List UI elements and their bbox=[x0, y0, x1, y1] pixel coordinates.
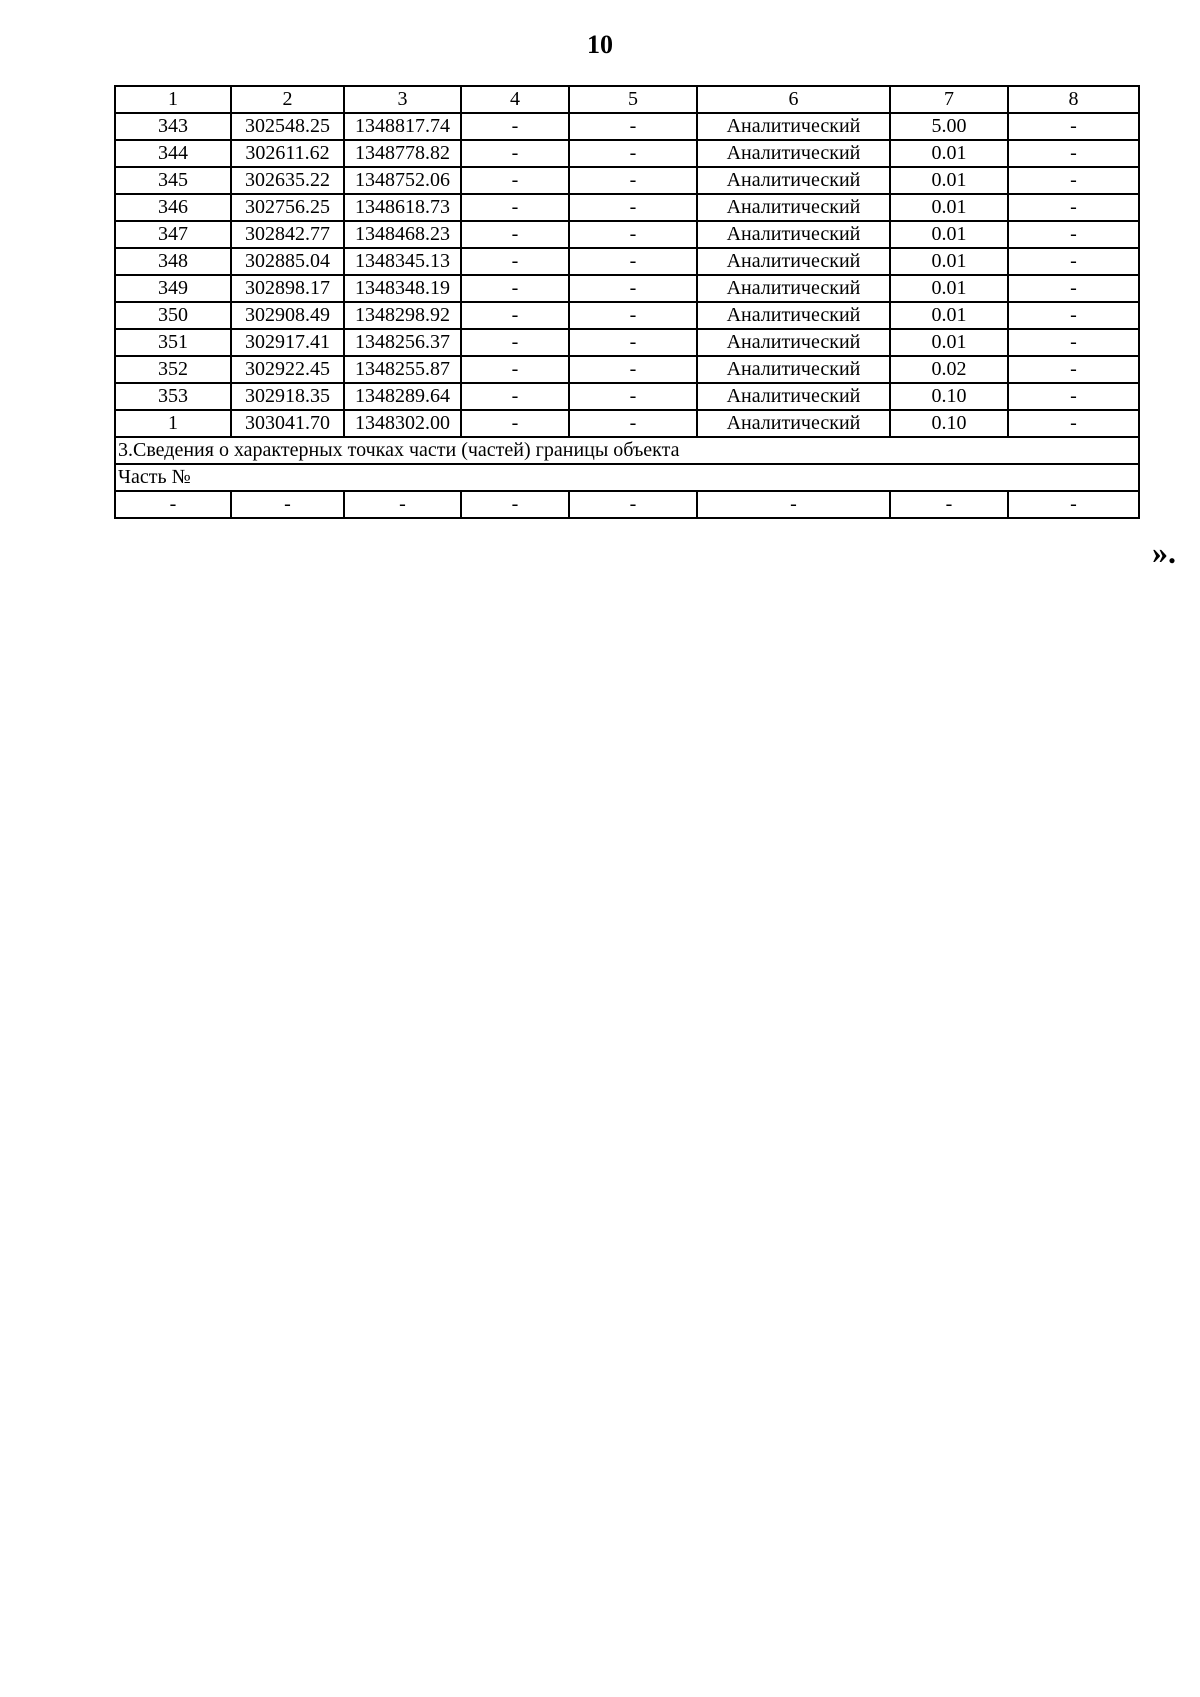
table-cell: - bbox=[569, 410, 697, 437]
table-cell: Аналитический bbox=[697, 221, 890, 248]
table-cell: 0.02 bbox=[890, 356, 1008, 383]
table-cell: 1348817.74 bbox=[344, 113, 461, 140]
table-cell: 302917.41 bbox=[231, 329, 344, 356]
table-cell: - bbox=[697, 491, 890, 518]
table-cell: - bbox=[115, 491, 231, 518]
table-cell: - bbox=[1008, 329, 1139, 356]
table-cell: - bbox=[231, 491, 344, 518]
table-cell: - bbox=[569, 113, 697, 140]
table-cell: - bbox=[461, 356, 569, 383]
table-cell: Аналитический bbox=[697, 302, 890, 329]
table-cell: Аналитический bbox=[697, 356, 890, 383]
table-cell: 0.01 bbox=[890, 167, 1008, 194]
header-cell: 2 bbox=[231, 86, 344, 113]
table-cell: 350 bbox=[115, 302, 231, 329]
table-cell: - bbox=[1008, 113, 1139, 140]
table-cell: 302898.17 bbox=[231, 275, 344, 302]
table-cell: - bbox=[569, 140, 697, 167]
table-cell: 343 bbox=[115, 113, 231, 140]
table-cell: - bbox=[569, 194, 697, 221]
table-cell: - bbox=[1008, 194, 1139, 221]
table-cell: 0.01 bbox=[890, 221, 1008, 248]
table-row bbox=[115, 221, 1139, 248]
table-row bbox=[115, 194, 1139, 221]
table-cell: - bbox=[461, 410, 569, 437]
header-cell: 4 bbox=[461, 86, 569, 113]
table-cell: Аналитический bbox=[697, 383, 890, 410]
table-cell: - bbox=[569, 248, 697, 275]
table-cell: - bbox=[461, 302, 569, 329]
page-number: 10 bbox=[587, 30, 613, 59]
table-cell: 353 bbox=[115, 383, 231, 410]
table-cell: Аналитический bbox=[697, 140, 890, 167]
table-cell: 302611.62 bbox=[231, 140, 344, 167]
table-cell: - bbox=[890, 491, 1008, 518]
table-cell: - bbox=[569, 302, 697, 329]
table-header-row bbox=[115, 86, 1139, 113]
table-cell: - bbox=[461, 248, 569, 275]
table-cell: 1348289.64 bbox=[344, 383, 461, 410]
table-cell: 351 bbox=[115, 329, 231, 356]
part-label-row bbox=[115, 464, 1139, 491]
table-body bbox=[115, 113, 1139, 437]
table-cell: 0.10 bbox=[890, 410, 1008, 437]
table-cell: - bbox=[461, 113, 569, 140]
table-cell: 0.01 bbox=[890, 140, 1008, 167]
table-cell: 347 bbox=[115, 221, 231, 248]
table-cell: 0.01 bbox=[890, 329, 1008, 356]
table-cell: 345 bbox=[115, 167, 231, 194]
table-cell: - bbox=[569, 275, 697, 302]
table-cell: - bbox=[1008, 491, 1139, 518]
table-cell: - bbox=[1008, 356, 1139, 383]
table-cell: - bbox=[1008, 275, 1139, 302]
table-cell: 303041.70 bbox=[231, 410, 344, 437]
table-cell: 302548.25 bbox=[231, 113, 344, 140]
table-cell: - bbox=[461, 491, 569, 518]
table-cell: - bbox=[569, 221, 697, 248]
table-cell: 0.01 bbox=[890, 248, 1008, 275]
table-cell: 346 bbox=[115, 194, 231, 221]
table-cell: Аналитический bbox=[697, 248, 890, 275]
table-cell: 0.01 bbox=[890, 302, 1008, 329]
table-cell: 1348255.87 bbox=[344, 356, 461, 383]
table-cell: - bbox=[569, 329, 697, 356]
table-cell: 1348302.00 bbox=[344, 410, 461, 437]
header-cell: 6 bbox=[697, 86, 890, 113]
closing-quote: ». bbox=[1152, 534, 1176, 570]
table-cell: - bbox=[461, 329, 569, 356]
table-cell: Аналитический bbox=[697, 329, 890, 356]
table-cell: 302885.04 bbox=[231, 248, 344, 275]
header-cell: 1 bbox=[115, 86, 231, 113]
table-row bbox=[115, 329, 1139, 356]
table-cell: 5.00 bbox=[890, 113, 1008, 140]
table-cell: Аналитический bbox=[697, 410, 890, 437]
table-cell: - bbox=[1008, 410, 1139, 437]
table-cell: - bbox=[461, 194, 569, 221]
header-cell: 7 bbox=[890, 86, 1008, 113]
table-cell: 1 bbox=[115, 410, 231, 437]
table-cell: 302756.25 bbox=[231, 194, 344, 221]
table-cell: - bbox=[569, 491, 697, 518]
table-cell: 1348256.37 bbox=[344, 329, 461, 356]
table-row bbox=[115, 275, 1139, 302]
table-cell: - bbox=[461, 383, 569, 410]
table-cell: 349 bbox=[115, 275, 231, 302]
table-cell: 352 bbox=[115, 356, 231, 383]
table-cell: Аналитический bbox=[697, 113, 890, 140]
table-cell: - bbox=[569, 356, 697, 383]
table-cell: 1348298.92 bbox=[344, 302, 461, 329]
header-cell: 8 bbox=[1008, 86, 1139, 113]
table-cell: 302922.45 bbox=[231, 356, 344, 383]
table-cell: Аналитический bbox=[697, 194, 890, 221]
table-cell: 302918.35 bbox=[231, 383, 344, 410]
table-cell: 1348348.19 bbox=[344, 275, 461, 302]
table-cell: Аналитический bbox=[697, 275, 890, 302]
table-cell: - bbox=[1008, 383, 1139, 410]
table-cell: 302908.49 bbox=[231, 302, 344, 329]
table-cell: - bbox=[1008, 302, 1139, 329]
table-cell: 1348468.23 bbox=[344, 221, 461, 248]
table-cell: 302635.22 bbox=[231, 167, 344, 194]
table-cell: - bbox=[461, 140, 569, 167]
table-cell: 1348618.73 bbox=[344, 194, 461, 221]
table-cell: - bbox=[461, 167, 569, 194]
table-row bbox=[115, 302, 1139, 329]
table-cell: Аналитический bbox=[697, 167, 890, 194]
table-cell: - bbox=[461, 221, 569, 248]
table-cell: - bbox=[569, 383, 697, 410]
table-cell: 1348752.06 bbox=[344, 167, 461, 194]
table-row bbox=[115, 248, 1139, 275]
table-cell: 0.01 bbox=[890, 275, 1008, 302]
table-row bbox=[115, 167, 1139, 194]
table-cell: 0.01 bbox=[890, 194, 1008, 221]
table-row bbox=[115, 113, 1139, 140]
table-row bbox=[115, 356, 1139, 383]
table-cell: - bbox=[1008, 248, 1139, 275]
table-cell: 1348345.13 bbox=[344, 248, 461, 275]
table-cell: 344 bbox=[115, 140, 231, 167]
part-label: Часть № bbox=[115, 464, 1139, 491]
section-title: 3.Сведения о характерных точках части (частей) границы объекта bbox=[115, 437, 1139, 464]
table-cell: - bbox=[461, 275, 569, 302]
table-row bbox=[115, 383, 1139, 410]
coordinates-table bbox=[114, 85, 1140, 519]
empty-row bbox=[115, 491, 1139, 518]
table-cell: 302842.77 bbox=[231, 221, 344, 248]
header-cell: 3 bbox=[344, 86, 461, 113]
table-row bbox=[115, 410, 1139, 437]
table-cell: - bbox=[1008, 221, 1139, 248]
coordinates-table-container bbox=[114, 85, 1138, 519]
table-cell: - bbox=[1008, 140, 1139, 167]
section-title-row bbox=[115, 437, 1139, 464]
table-cell: 1348778.82 bbox=[344, 140, 461, 167]
table-cell: 348 bbox=[115, 248, 231, 275]
table-cell: - bbox=[1008, 167, 1139, 194]
table-row bbox=[115, 140, 1139, 167]
table-cell: - bbox=[344, 491, 461, 518]
table-cell: 0.10 bbox=[890, 383, 1008, 410]
header-cell: 5 bbox=[569, 86, 697, 113]
table-cell: - bbox=[569, 167, 697, 194]
